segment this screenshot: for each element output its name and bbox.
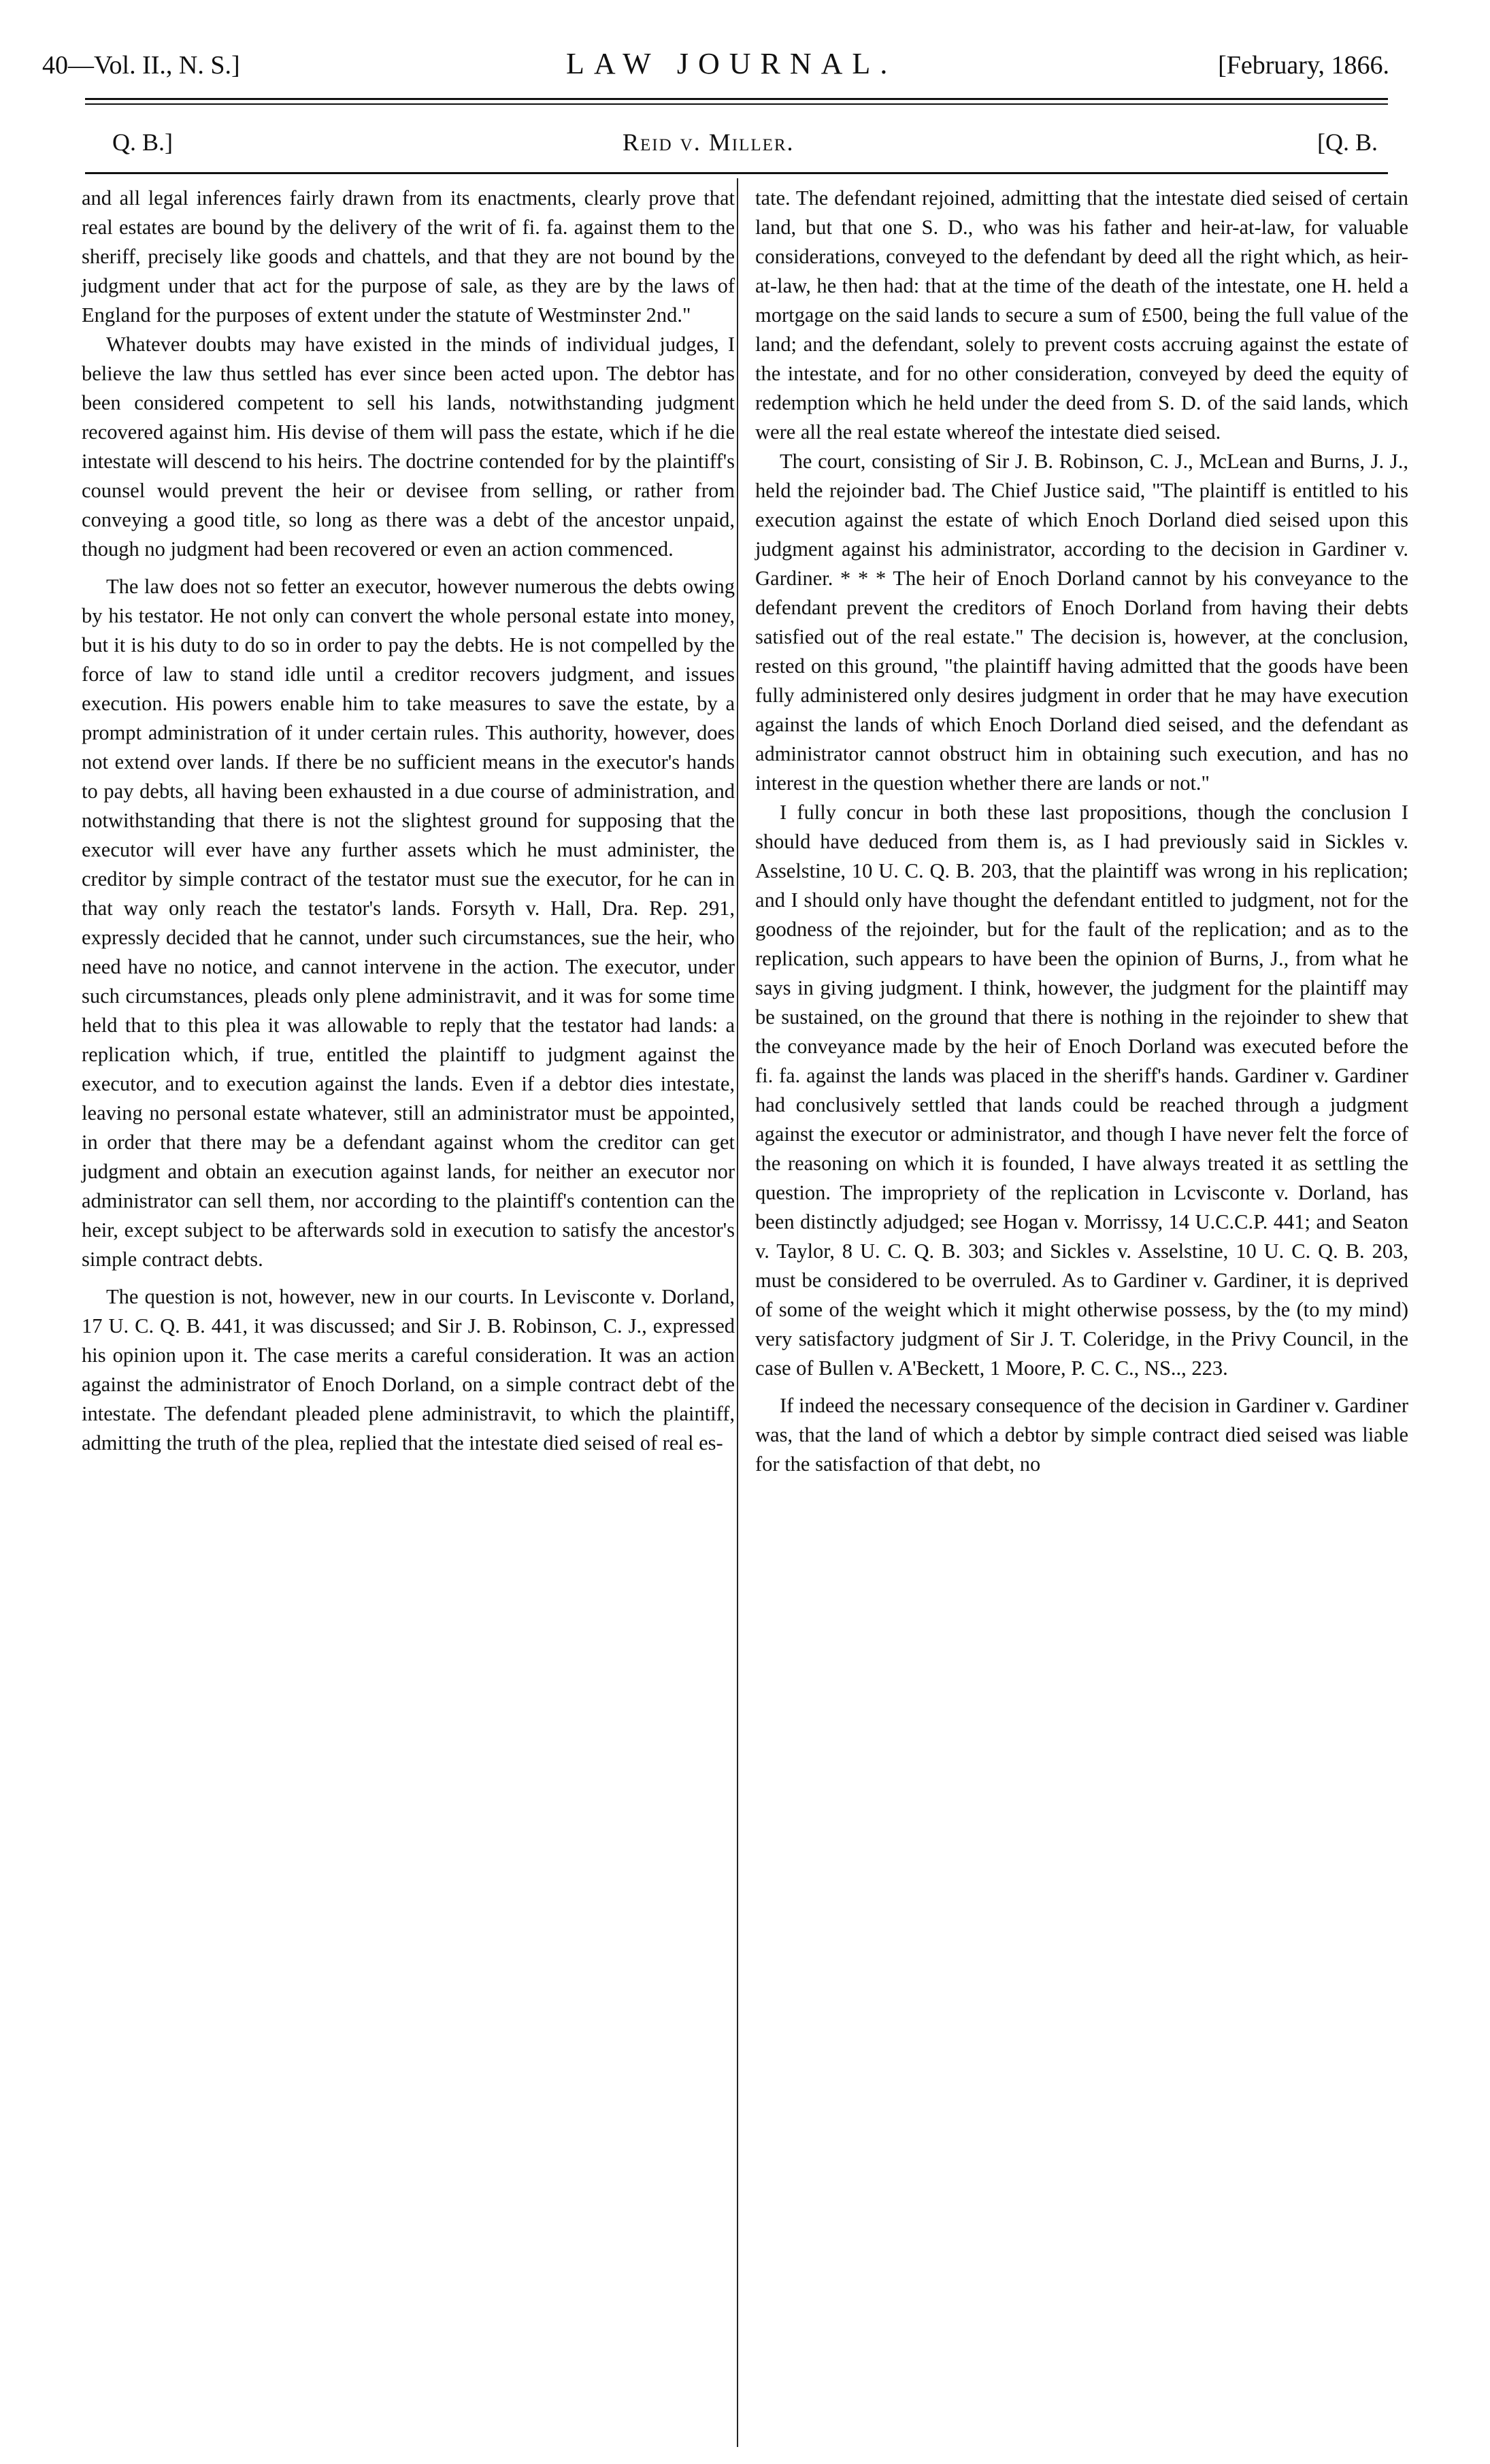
- paragraph: The law does not so fetter an executor, however numerous the debts owing by his testator. He not only can convert the whole personal estate into money, but it is his duty to do so in order to pay the debts. He is not compelled by the force of law to stand idle until a creditor recovers judgment, and issues execution. His powers enable him to take measures to save the estate, by a prompt administration of it under certain rules. This authority, however, does not extend over lands. If there be no sufficient means in the executor's hands to pay debts, all having been exhausted in a due course of administration, and notwithstanding that there is not the slightest ground for supposing that the executor will ever have any further assets which he must administer, the creditor by simple contract of the testator must sue the executor, for he can in that way only reach the testator's lands. Forsyth v. Hall, Dra. Rep. 291, expressly decided that he cannot, under such circumstances, sue the heir, who need have no notice, and cannot intervene in the action. The executor, under such circumstances, pleads only plene administravit, and it was for some time held that to this plea it was allowable to reply that the testator had lands: a replication which, if true, entitled the plaintiff to judgment against the executor, and to execution against the lands. Even if a debtor dies intestate, leaving no personal estate whatever, still an administrator must be appointed, in order that there may be a defendant against whom the creditor can get judgment and obtain an execution against lands, for neither an executor nor administrator can sell them, nor according to the plaintiff's contention can the heir, except subject to be afterwards sold in execution to satisfy the ancestor's simple contract debts.: [82, 575, 735, 1271]
- issue-date: [February, 1866.: [1218, 51, 1389, 80]
- right-column: [755, 184, 1408, 2449]
- case-title: Reid v. Miller.: [623, 129, 795, 156]
- top-rule: [85, 98, 1388, 100]
- paragraph: tate. The defendant rejoined, admitting that the intestate died seised of certain land, but that one S. D., who was his father and heir-at-law, for valuable considerations, conveyed to the defendant by deed all the right which, as heir-at-law, he then had: that at the time of the death of the intestate, one H. held a mortgage on the said lands to secure a sum of £500, being the full value of the land; and the defendant, solely to prevent costs accruing against the estate of the intestate, and for no other consideration, conveyed by deed the equity of redemption which he held under the deed from S. D. of the said lands, which were all the real estate whereof the intestate died seised.: [755, 186, 1408, 444]
- journal-title: LAW JOURNAL.: [566, 47, 897, 80]
- paragraph: and all legal inferences fairly drawn from its enactments, clearly prove that real estates are bound by the delivery of the writ of fi. fa. against them to the sheriff, precisely like goods and chattels, and that they are not bound by the judgment under that act for the purpose of sale, as they are by the laws of England for the purposes of extent under the statute of Westminster 2nd.": [82, 186, 735, 327]
- court-left: Q. B.]: [112, 129, 173, 156]
- left-column: [82, 184, 735, 2449]
- volume-label: 40—Vol. II., N. S.]: [42, 51, 240, 80]
- paragraph: I fully concur in both these last propositions, though the conclusion I should have deduced from them is, as I had previously said in Sickles v. Asselstine, 10 U. C. Q. B. 203, that the plaintiff was wrong in his replication; and I should only have thought the defendant entitled to judgment, not for the goodness of the rejoinder, but for the fault of the replication; and as to the replication, such appears to have been the opinion of Burns, J., from what he says in giving judgment. I think, however, the judgment for the plaintiff may be sustained, on the ground that there is nothing in the rejoinder to shew that the conveyance made by the heir of Enoch Dorland was executed before the fi. fa. against the lands was placed in the sheriff's hands. Gardiner v. Gardiner had conclusively settled that lands could be reached through a judgment against the executor or administrator, and though I have never felt the force of the reasoning on which it is founded, I have always treated it as settling the question. The impropriety of the replication in Lcvisconte v. Dorland, has been distinctly adjudged; see Hogan v. Morrissy, 14 U.C.C.P. 441; and Seaton v. Taylor, 8 U. C. Q. B. 303; and Sickles v. Asselstine, 10 U. C. Q. B. 203, must be considered to be overruled. As to Gardiner v. Gardiner, it is deprived of some of the weight which it might otherwise possess, by the (to my mind) very satisfactory judgment of Sir J. T. Coleridge, in the Privy Council, in the case of Bullen v. A'Beckett, 1 Moore, P. C. C., NS.., 223.: [755, 801, 1408, 1380]
- paragraph: Whatever doubts may have existed in the minds of individual judges, I believe the law thus settled has ever since been acted upon. The debtor has been considered competent to sell his lands, notwithstanding judgment recovered against him. His devise of them will pass the estate, which if he die intestate will descend to his heirs. The doctrine contended for by the plaintiff's counsel would prevent the heir or devisee from selling, or rather from conveying a good title, so long as there was a debt of the ancestor unpaid, though no judgment had been recovered or even an action commenced.: [82, 333, 735, 561]
- paragraph: If indeed the necessary consequence of the decision in Gardiner v. Gardiner was, that the land of which a debtor by simple contract died seised was liable for the satisfaction of that debt, no: [755, 1394, 1408, 1476]
- case-header: [85, 122, 1391, 163]
- column-divider: [737, 178, 738, 2447]
- header-rule: [85, 172, 1388, 174]
- paragraph: The court, consisting of Sir J. B. Robinson, C. J., McLean and Burns, J. J., held the rejoinder bad. The Chief Justice said, "The plaintiff is entitled to his execution against the estate of which Enoch Dorland died seised upon this judgment against his administrator, according to the decision in Gardiner v. Gardiner. * * * The heir of Enoch Dorland cannot by his conveyance to the defendant prevent the creditors of Enoch Dorland from having their debts satisfied out of the real estate." The decision is, however, at the conclusion, rested on this ground, "the plaintiff having admitted that the goods have been fully administered only desires judgment in order that he may have execution against the lands of which Enoch Dorland died seised, and the defendant as administrator cannot obstruct him in obtaining such execution, and has no interest in the question whether there are lands or not.": [755, 450, 1408, 795]
- top-rule-thin: [85, 103, 1388, 105]
- court-right: [Q. B.: [1317, 129, 1378, 156]
- paragraph: The question is not, however, new in our courts. In Levisconte v. Dorland, 17 U. C. Q. B. 441, it was discussed; and Sir J. B. Robinson, C. J., expressed his opinion upon it. The case merits a careful consideration. It was an action against the administrator of Enoch Dorland, on a simple contract debt of the intestate. The defendant pleaded plene administravit, to which the plaintiff, admitting the truth of the plea, replied that the intestate died seised of real es-: [82, 1285, 735, 1454]
- running-head: [42, 42, 1389, 83]
